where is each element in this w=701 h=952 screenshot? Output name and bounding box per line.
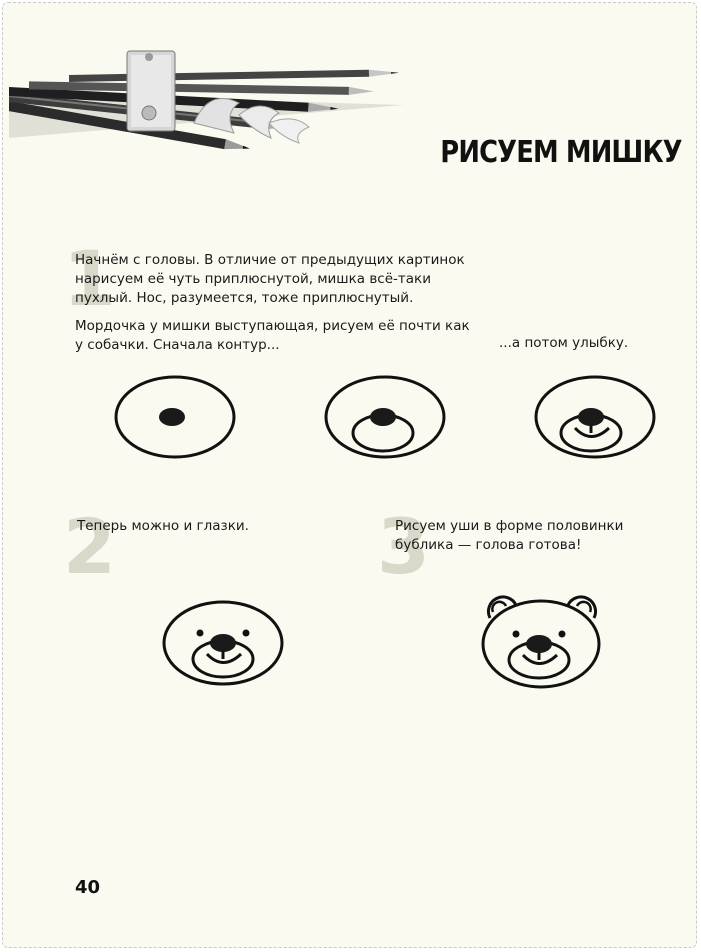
page-number: 40 xyxy=(75,877,101,898)
pencils-illustration xyxy=(9,43,409,163)
bear-head-with-eyes xyxy=(159,597,287,689)
bear-head-with-ears xyxy=(476,588,606,692)
step-1-side-caption: ...а потом улыбку. xyxy=(499,335,629,351)
step-2-paragraph-1: Теперь можно и глазки. xyxy=(77,518,249,534)
step-2-text xyxy=(77,517,297,536)
bear-head-stage-3 xyxy=(531,373,659,463)
bear-head-stage-1 xyxy=(111,373,239,463)
step-3-text xyxy=(395,517,655,555)
step-number-2: 2 xyxy=(63,502,116,591)
page-title: РИСУЕМ МИШКУ xyxy=(440,135,682,170)
step-3-paragraph-1: Рисуем уши в форме половинки бублика — голова готова! xyxy=(395,518,624,553)
step-1-paragraph-2: Мордочка у мишки выступающая, рисуем её почти как у собачки. Сначала контур... xyxy=(75,318,470,353)
step-1-paragraph-1: Начнём с головы. В отличие от предыдущих картинок нарисуем её чуть приплюснутой, мишка всё-таки пухлый. Нос, разумеется, тоже приплюснутый. xyxy=(75,252,465,306)
step-number-1: 1 xyxy=(63,234,116,323)
step-1-text xyxy=(75,251,475,355)
step-number-3: 3 xyxy=(377,502,430,591)
book-page xyxy=(2,2,697,948)
bear-head-stage-2 xyxy=(321,373,449,463)
